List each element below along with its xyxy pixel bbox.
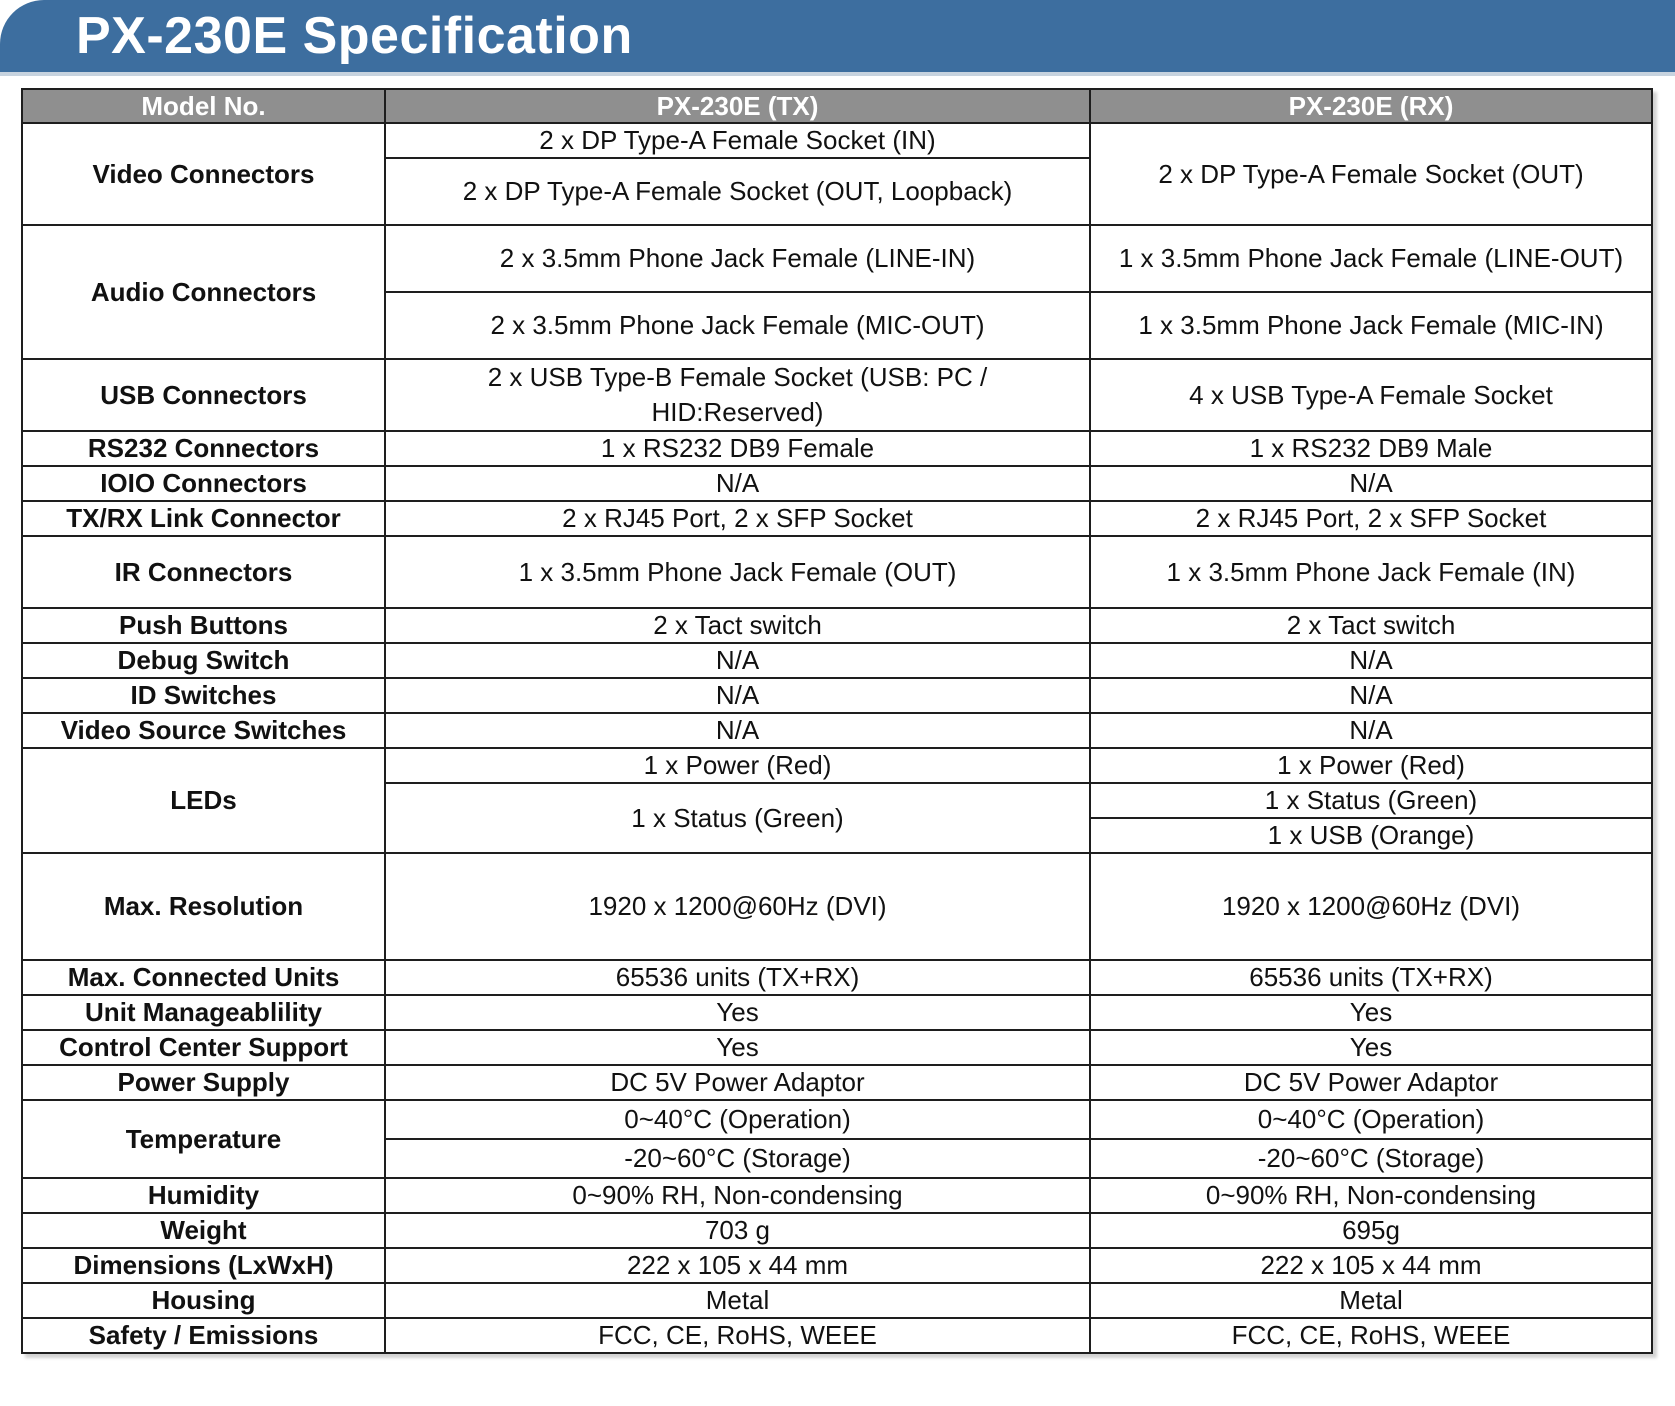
cell-rx-humidity: 0~90% RH, Non-condensing: [1090, 1178, 1652, 1213]
cell-rx-safety: FCC, CE, RoHS, WEEE: [1090, 1318, 1652, 1353]
row-label-resolution: Max. Resolution: [22, 853, 385, 960]
row-label-weight: Weight: [22, 1213, 385, 1248]
cell-tx-video-2: 2 x DP Type-A Female Socket (OUT, Loopback): [385, 158, 1090, 225]
cell-rx-ioio: N/A: [1090, 466, 1652, 501]
row-label-units: Max. Connected Units: [22, 960, 385, 995]
header-row: [22, 89, 1652, 123]
table-row: [22, 608, 1652, 643]
cell-tx-rs232: 1 x RS232 DB9 Female: [385, 431, 1090, 466]
cell-rx-dims: 222 x 105 x 44 mm: [1090, 1248, 1652, 1283]
cell-rx-debug: N/A: [1090, 643, 1652, 678]
cell-rx-usb: 4 x USB Type-A Female Socket: [1090, 359, 1652, 431]
row-label-audio: Audio Connectors: [22, 225, 385, 359]
cell-tx-leds-1: 1 x Power (Red): [385, 748, 1090, 783]
cell-tx-temp-2: -20~60°C (Storage): [385, 1139, 1090, 1178]
cell-tx-video-1: 2 x DP Type-A Female Socket (IN): [385, 123, 1090, 158]
table-row: [22, 643, 1652, 678]
cell-tx-temp-1: 0~40°C (Operation): [385, 1100, 1090, 1139]
table-row: [22, 536, 1652, 608]
table-row: [22, 1283, 1652, 1318]
row-label-rs232: RS232 Connectors: [22, 431, 385, 466]
table-row: [22, 359, 1652, 431]
cell-tx-debug: N/A: [385, 643, 1090, 678]
cell-rx-leds-1: 1 x Power (Red): [1090, 748, 1652, 783]
table-row: [22, 1065, 1652, 1100]
row-label-usb: USB Connectors: [22, 359, 385, 431]
cell-rx-manage: Yes: [1090, 995, 1652, 1030]
cell-rx-temp-1: 0~40°C (Operation): [1090, 1100, 1652, 1139]
table-row: [22, 1100, 1652, 1139]
table-row: [22, 678, 1652, 713]
cell-rx-housing: Metal: [1090, 1283, 1652, 1318]
table-row: [22, 713, 1652, 748]
table-row: [22, 960, 1652, 995]
spec-table: [21, 88, 1653, 1354]
cell-rx-leds-2: 1 x Status (Green): [1090, 783, 1652, 818]
row-label-ir: IR Connectors: [22, 536, 385, 608]
cell-rx-resolution: 1920 x 1200@60Hz (DVI): [1090, 853, 1652, 960]
row-label-manage: Unit Manageablility: [22, 995, 385, 1030]
cell-tx-units: 65536 units (TX+RX): [385, 960, 1090, 995]
cell-rx-audio-1: 1 x 3.5mm Phone Jack Female (LINE-OUT): [1090, 225, 1652, 292]
cell-rx-control: Yes: [1090, 1030, 1652, 1065]
cell-rx-link: 2 x RJ45 Port, 2 x SFP Socket: [1090, 501, 1652, 536]
table-row: [22, 995, 1652, 1030]
header-model: Model No.: [22, 89, 385, 123]
cell-rx-units: 65536 units (TX+RX): [1090, 960, 1652, 995]
table-row: [22, 501, 1652, 536]
row-label-power: Power Supply: [22, 1065, 385, 1100]
cell-tx-ir: 1 x 3.5mm Phone Jack Female (OUT): [385, 536, 1090, 608]
cell-tx-resolution: 1920 x 1200@60Hz (DVI): [385, 853, 1090, 960]
row-label-video: Video Connectors: [22, 123, 385, 225]
header-rx: PX-230E (RX): [1090, 89, 1652, 123]
row-label-leds: LEDs: [22, 748, 385, 853]
row-label-dims: Dimensions (LxWxH): [22, 1248, 385, 1283]
cell-tx-housing: Metal: [385, 1283, 1090, 1318]
cell-rx-vsource: N/A: [1090, 713, 1652, 748]
cell-tx-safety: FCC, CE, RoHS, WEEE: [385, 1318, 1090, 1353]
cell-tx-id: N/A: [385, 678, 1090, 713]
cell-tx-ioio: N/A: [385, 466, 1090, 501]
table-row: [22, 1248, 1652, 1283]
row-label-control: Control Center Support: [22, 1030, 385, 1065]
table-row: [22, 748, 1652, 783]
row-label-humidity: Humidity: [22, 1178, 385, 1213]
cell-rx-rs232: 1 x RS232 DB9 Male: [1090, 431, 1652, 466]
cell-rx-id: N/A: [1090, 678, 1652, 713]
table-row: [22, 1030, 1652, 1065]
row-label-ioio: IOIO Connectors: [22, 466, 385, 501]
cell-tx-humidity: 0~90% RH, Non-condensing: [385, 1178, 1090, 1213]
cell-tx-link: 2 x RJ45 Port, 2 x SFP Socket: [385, 501, 1090, 536]
title-bar: [0, 0, 1675, 72]
cell-tx-weight: 703 g: [385, 1213, 1090, 1248]
cell-rx-weight: 695g: [1090, 1213, 1652, 1248]
header-tx: PX-230E (TX): [385, 89, 1090, 123]
row-label-link: TX/RX Link Connector: [22, 501, 385, 536]
table-row: [22, 225, 1652, 292]
table-row: [22, 1178, 1652, 1213]
cell-rx-ir: 1 x 3.5mm Phone Jack Female (IN): [1090, 536, 1652, 608]
cell-rx-temp-2: -20~60°C (Storage): [1090, 1139, 1652, 1178]
row-label-id: ID Switches: [22, 678, 385, 713]
row-label-debug: Debug Switch: [22, 643, 385, 678]
cell-tx-audio-2: 2 x 3.5mm Phone Jack Female (MIC-OUT): [385, 292, 1090, 359]
page-title: PX-230E Specification: [76, 7, 633, 65]
table-row: [22, 1318, 1652, 1353]
cell-tx-control: Yes: [385, 1030, 1090, 1065]
cell-rx-video: 2 x DP Type-A Female Socket (OUT): [1090, 123, 1652, 225]
cell-rx-leds-3: 1 x USB (Orange): [1090, 818, 1652, 853]
cell-tx-audio-1: 2 x 3.5mm Phone Jack Female (LINE-IN): [385, 225, 1090, 292]
table-row: [22, 123, 1652, 158]
cell-tx-manage: Yes: [385, 995, 1090, 1030]
table-row: [22, 466, 1652, 501]
cell-tx-usb: 2 x USB Type-B Female Socket (USB: PC / HID:Reserved): [385, 359, 1090, 431]
row-label-housing: Housing: [22, 1283, 385, 1318]
cell-rx-power: DC 5V Power Adaptor: [1090, 1065, 1652, 1100]
cell-tx-push: 2 x Tact switch: [385, 608, 1090, 643]
cell-rx-audio-2: 1 x 3.5mm Phone Jack Female (MIC-IN): [1090, 292, 1652, 359]
cell-rx-push: 2 x Tact switch: [1090, 608, 1652, 643]
cell-tx-vsource: N/A: [385, 713, 1090, 748]
cell-tx-leds-2: 1 x Status (Green): [385, 783, 1090, 853]
cell-tx-power: DC 5V Power Adaptor: [385, 1065, 1090, 1100]
row-label-temp: Temperature: [22, 1100, 385, 1178]
row-label-push: Push Buttons: [22, 608, 385, 643]
table-row: [22, 1213, 1652, 1248]
row-label-vsource: Video Source Switches: [22, 713, 385, 748]
table-row: [22, 431, 1652, 466]
cell-tx-dims: 222 x 105 x 44 mm: [385, 1248, 1090, 1283]
table-row: [22, 853, 1652, 960]
row-label-safety: Safety / Emissions: [22, 1318, 385, 1353]
